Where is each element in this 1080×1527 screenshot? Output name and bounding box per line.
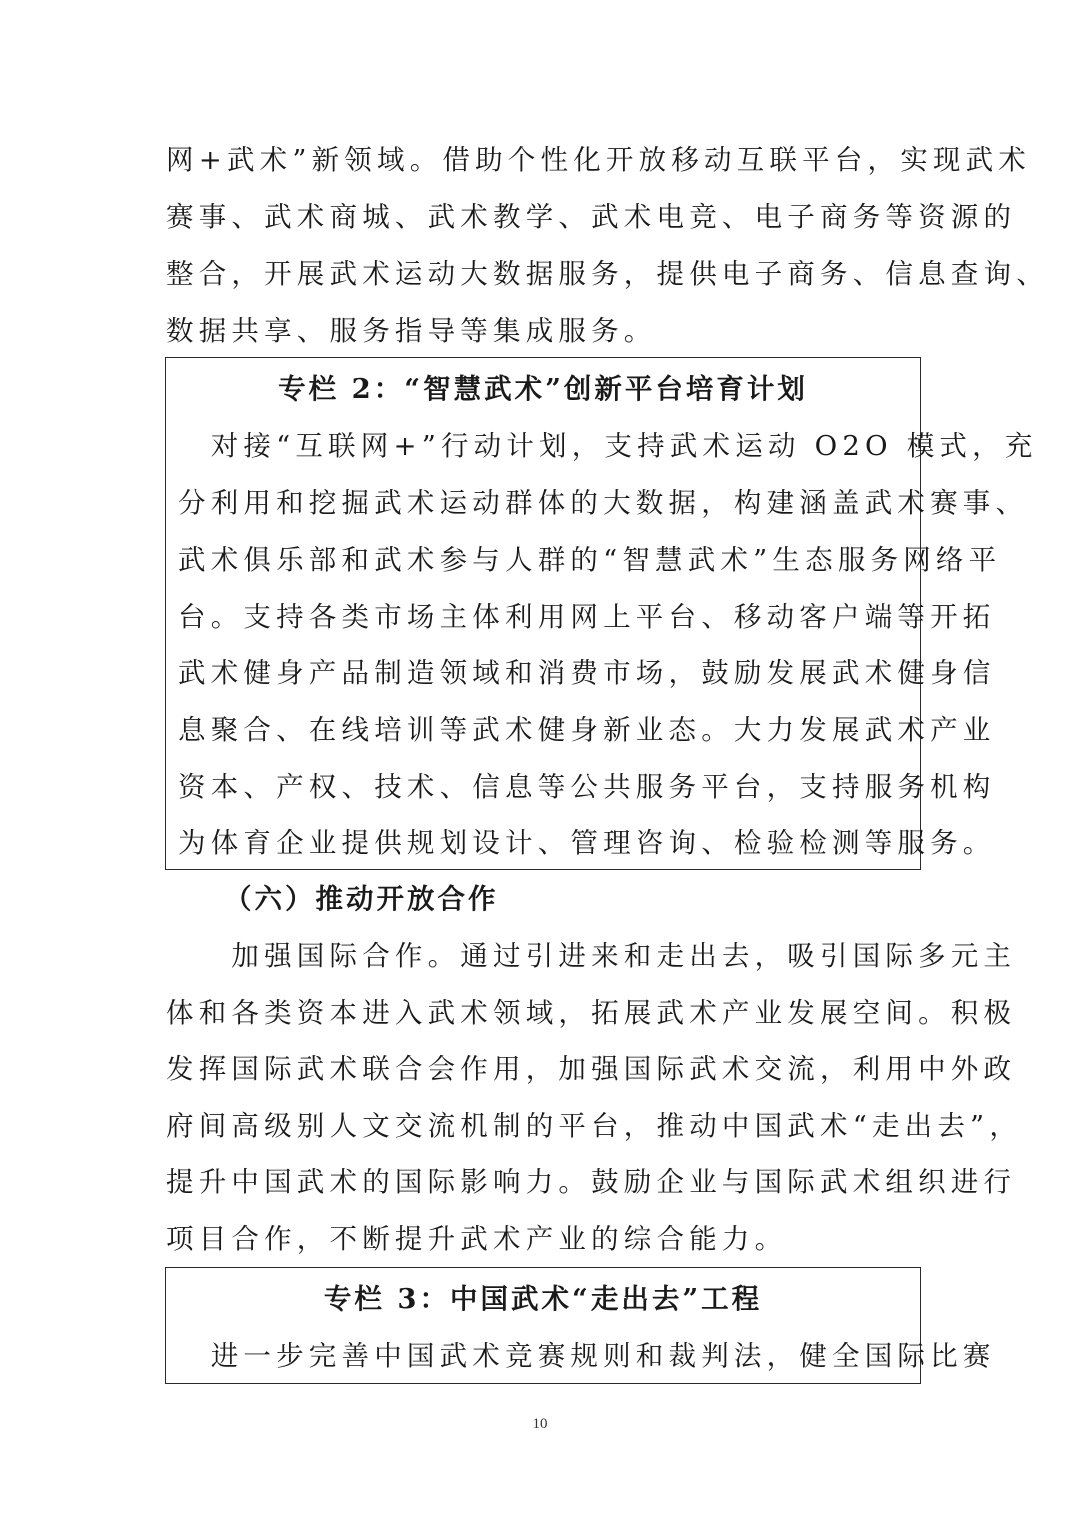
text-line: 分利用和挖掘武术运动群体的大数据，构建涵盖武术赛事、	[178, 487, 1029, 519]
column-box-title: 专栏 2：“智慧武术”创新平台培育计划	[278, 373, 808, 405]
text-line: 息聚合、在线培训等武术健身新业态。大力发展武术产业	[178, 714, 996, 746]
text-line: 项目合作，不断提升武术产业的综合能力。	[166, 1223, 788, 1255]
text-line: 网+武术”新领域。借助个性化开放移动互联平台，实现武术	[166, 144, 1031, 176]
text-line: 武术俱乐部和武术参与人群的“智慧武术”生态服务网络平	[178, 544, 1002, 576]
text-line: 提升中国武术的国际影响力。鼓励企业与国际武术组织进行	[166, 1166, 1017, 1198]
text-line: 为体育企业提供规划设计、管理咨询、检验检测等服务。	[178, 827, 996, 859]
text-line: 发挥国际武术联合会作用，加强国际武术交流，利用中外政	[166, 1053, 1017, 1085]
column-box-title: 专栏 3：中国武术“走出去”工程	[323, 1283, 763, 1315]
page-number: 10	[532, 1416, 548, 1432]
text-line: 府间高级别人文交流机制的平台，推动中国武术“走出去”，	[166, 1110, 1023, 1142]
section-heading: （六）推动开放合作	[224, 883, 499, 915]
text-line: 体和各类资本进入武术领域，拓展武术产业发展空间。积极	[166, 997, 1017, 1029]
text-line: 数据共享、服务指导等集成服务。	[166, 315, 657, 347]
text-line: 进一步完善中国武术竞赛规则和裁判法，健全国际比赛	[178, 1340, 996, 1372]
text-line: 资本、产权、技术、信息等公共服务平台，支持服务机构	[178, 771, 996, 803]
column-box-2	[165, 357, 1038, 870]
text-line: 武术健身产品制造领域和消费市场，鼓励发展武术健身信	[178, 657, 996, 689]
text-line: 整合，开展武术运动大数据服务，提供电子商务、信息查询、	[166, 258, 1049, 290]
text-line: 赛事、武术商城、武术教学、武术电竞、电子商务等资源的	[166, 201, 1017, 233]
text-line: 加强国际合作。通过引进来和走出去，吸引国际多元主	[166, 940, 1017, 972]
text-line: 台。支持各类市场主体利用网上平台、移动客户端等开拓	[178, 601, 996, 633]
text-line: 对接“互联网+”行动计划，支持武术运动 O2O 模式，充	[178, 430, 1038, 462]
column-box-3	[165, 1267, 996, 1384]
